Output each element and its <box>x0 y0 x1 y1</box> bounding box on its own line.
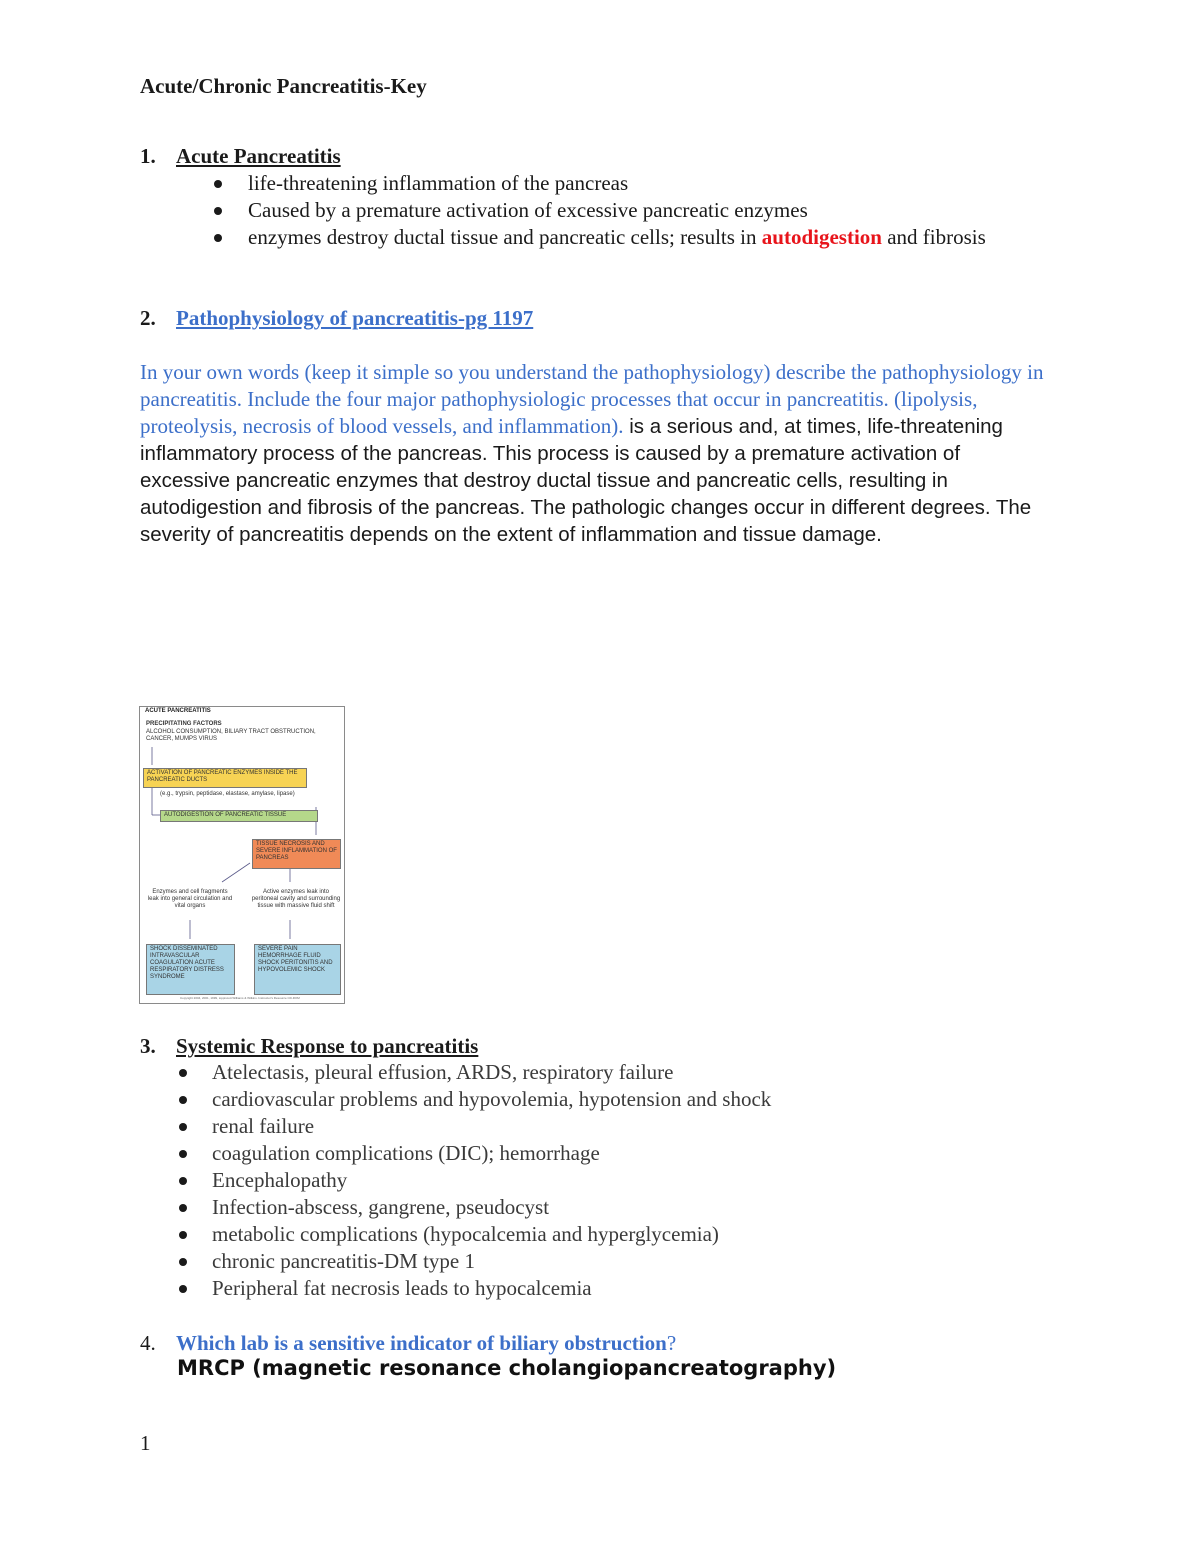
list-item: cardiovascular problems and hypovolemia, hypotension and shock <box>212 1086 1062 1113</box>
section-4-answer: MRCP (magnetic resonance cholangiopancreatography) <box>177 1356 837 1380</box>
list-item: Encephalopathy <box>212 1167 1062 1194</box>
figure-credit: Copyright 2004, 2001, 1999, Lippincott Williams & Wilkins. Instructor's Resource CD-ROM <box>180 996 300 1000</box>
figure-factors: ALCOHOL CONSUMPTION, BILIARY TRACT OBSTRUCTION, CANCER, MUMPS VIRUS <box>146 729 316 742</box>
section-2-title: Pathophysiology of pancreatitis-pg 1197 <box>176 306 534 330</box>
figure-autodigestion-box: AUTODIGESTION OF PANCREATIC TISSUE <box>160 810 318 822</box>
figure-enzymes: (e.g., trypsin, peptidase, elastase, amylase, lipase) <box>160 791 295 797</box>
section-1-title: Acute Pancreatitis <box>176 144 341 168</box>
list-item <box>248 224 1068 251</box>
section-3-number: 3. <box>140 1034 156 1058</box>
figure-right-path: Active enzymes leak into peritoneal cavity and surrounding tissue with massive fluid shift <box>251 889 341 909</box>
section-4-question-mark: ? <box>666 1331 677 1355</box>
list-item: Atelectasis, pleural effusion, ARDS, respiratory failure <box>212 1059 1062 1086</box>
section-2-heading <box>140 306 533 331</box>
bullet-text: enzymes destroy ductal tissue and pancreatic cells; results in <box>248 225 762 249</box>
list-item: renal failure <box>212 1113 1062 1140</box>
section-1-bullet-list <box>248 170 1068 251</box>
section-3-title: Systemic Response to pancreatitis <box>176 1034 479 1058</box>
bullet-text: and fibrosis <box>881 225 986 249</box>
section-4-question-text: Which lab is a sensitive indicator of biliary obstruction <box>176 1331 667 1355</box>
pathophysiology-paragraph <box>140 359 1052 548</box>
figure-left-outcome-box: SHOCK DISSEMINATED INTRAVASCULAR COAGULATION ACUTE RESPIRATORY DISTRESS SYNDROME <box>146 944 235 995</box>
figure-header: ACUTE PANCREATITIS <box>145 708 211 714</box>
list-item: coagulation complications (DIC); hemorrhage <box>212 1140 1062 1167</box>
pancreatitis-flowchart <box>139 706 345 1004</box>
figure-right-outcome-box: SEVERE PAIN HEMORRHAGE FLUID SHOCK PERITONITIS AND HYPOVOLEMIC SHOCK <box>254 944 341 995</box>
section-2-number: 2. <box>140 306 156 330</box>
section-3-bullet-list <box>212 1059 1062 1302</box>
document-title: Acute/Chronic Pancreatitis-Key <box>140 74 427 98</box>
section-1-number: 1. <box>140 144 156 168</box>
figure-left-path: Enzymes and cell fragments leak into general circulation and vital organs <box>147 889 233 909</box>
autodigestion-highlight: autodigestion <box>761 225 882 249</box>
list-item: chronic pancreatitis-DM type 1 <box>212 1248 1062 1275</box>
list-item: Caused by a premature activation of excessive pancreatic enzymes <box>248 197 1068 224</box>
list-item: metabolic complications (hypocalcemia and hyperglycemia) <box>212 1221 1062 1248</box>
answer-text: is a serious and, at times, life-threatening inflammatory process of the pancreas. This process is caused by a premature activation of excessive pancreatic enzymes that destroy ductal tissue and pancreatic cells, resulting in autodigestion and fibrosis of the pancreas. The pathologic changes occur in different degrees. The severity of pancreatitis depends on the extent of inflammation and tissue damage. <box>140 415 1032 546</box>
section-4-question <box>140 1331 676 1356</box>
prompt-text: In your own words (keep it simple so you understand the pathophysiology) describe the pathophysiology in pancreatitis. Include the four major pathophysiologic processes that occur in pancreatitis. <box>140 360 1044 411</box>
page-number: 1 <box>140 1431 151 1455</box>
figure-necrosis-box: TISSUE NECROSIS AND SEVERE INFLAMMATION OF PANCREAS <box>252 839 341 869</box>
figure-activation-box: ACTIVATION OF PANCREATIC ENZYMES INSIDE THE PANCREATIC DUCTS <box>143 768 307 788</box>
list-item: Infection-abscess, gangrene, pseudocyst <box>212 1194 1062 1221</box>
section-1-heading <box>140 144 341 169</box>
figure-factors-title: PRECIPITATING FACTORS <box>146 721 222 727</box>
section-3-heading <box>140 1034 478 1059</box>
list-item: Peripheral fat necrosis leads to hypocalcemia <box>212 1275 1062 1302</box>
list-item: life-threatening inflammation of the pancreas <box>248 170 1068 197</box>
prompt-process-list: (lipolysis, proteolysis, necrosis of blood vessels, and inflammation). <box>140 387 978 438</box>
section-4-number: 4. <box>140 1331 156 1355</box>
